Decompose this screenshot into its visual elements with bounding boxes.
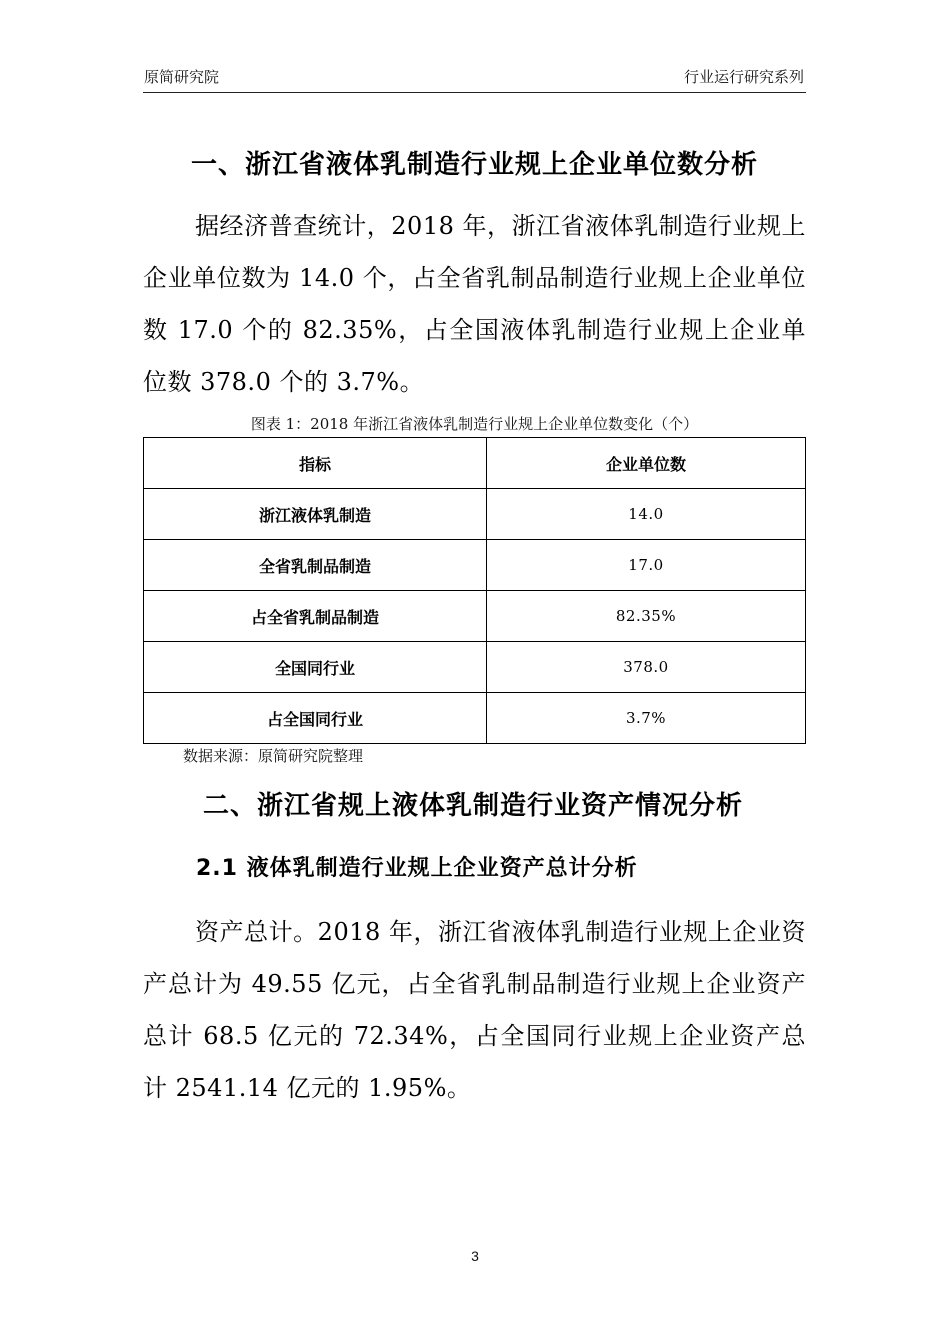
section-2-heading: 二、浙江省规上液体乳制造行业资产情况分析 xyxy=(203,791,744,821)
table-cell-value: 82.35% xyxy=(487,591,806,642)
table-caption: 图表 1：2018 年浙江省液体乳制造行业规上企业单位数变化（个） xyxy=(250,415,699,433)
table-cell-value: 14.0 xyxy=(487,489,806,540)
table-cell-label: 占全国同行业 xyxy=(144,693,487,744)
table-cell-label: 全省乳制品制造 xyxy=(144,540,487,591)
table-row xyxy=(144,489,806,540)
table-header-row xyxy=(144,438,806,489)
header-divider xyxy=(143,92,806,93)
table-source-note: 数据来源：原简研究院整理 xyxy=(183,747,364,765)
table-row xyxy=(144,693,806,744)
table-cell-value: 378.0 xyxy=(487,642,806,693)
section-1-heading: 一、浙江省液体乳制造行业规上企业单位数分析 xyxy=(190,150,758,180)
table-row xyxy=(144,591,806,642)
table-row xyxy=(144,642,806,693)
page-number: 3 xyxy=(471,1248,479,1264)
section-2-1-subheading: 2.1 液体乳制造行业规上企业资产总计分析 xyxy=(196,856,638,881)
section-2-paragraph: 资产总计。2018 年，浙江省液体乳制造行业规上企业资产总计为 49.55 亿元，占全省乳制品制造行业规上企业资产总计 68.5 亿元的 72.34%，占全国同行业规上企业资产总计 2541.14 亿元的 1.95%。 xyxy=(143,918,806,1102)
table-row xyxy=(144,540,806,591)
header-series-name: 行业运行研究系列 xyxy=(683,68,804,86)
enterprise-count-table xyxy=(143,437,806,744)
table-header-count: 企业单位数 xyxy=(487,438,806,489)
table-cell-label: 全国同行业 xyxy=(144,642,487,693)
section-1-paragraph: 据经济普查统计，2018 年，浙江省液体乳制造行业规上企业单位数为 14.0 个，占全省乳制品制造行业规上企业单位数 17.0 个的 82.35%，占全国液体乳制造行业规上企业单位数 378.0 个的 3.7%。 xyxy=(143,212,806,396)
header-org-name: 原简研究院 xyxy=(144,68,220,86)
table-cell-label: 浙江液体乳制造 xyxy=(144,489,487,540)
table-header-indicator: 指标 xyxy=(144,438,487,489)
table-cell-value: 17.0 xyxy=(487,540,806,591)
table-cell-label: 占全省乳制品制造 xyxy=(144,591,487,642)
table-cell-value: 3.7% xyxy=(487,693,806,744)
